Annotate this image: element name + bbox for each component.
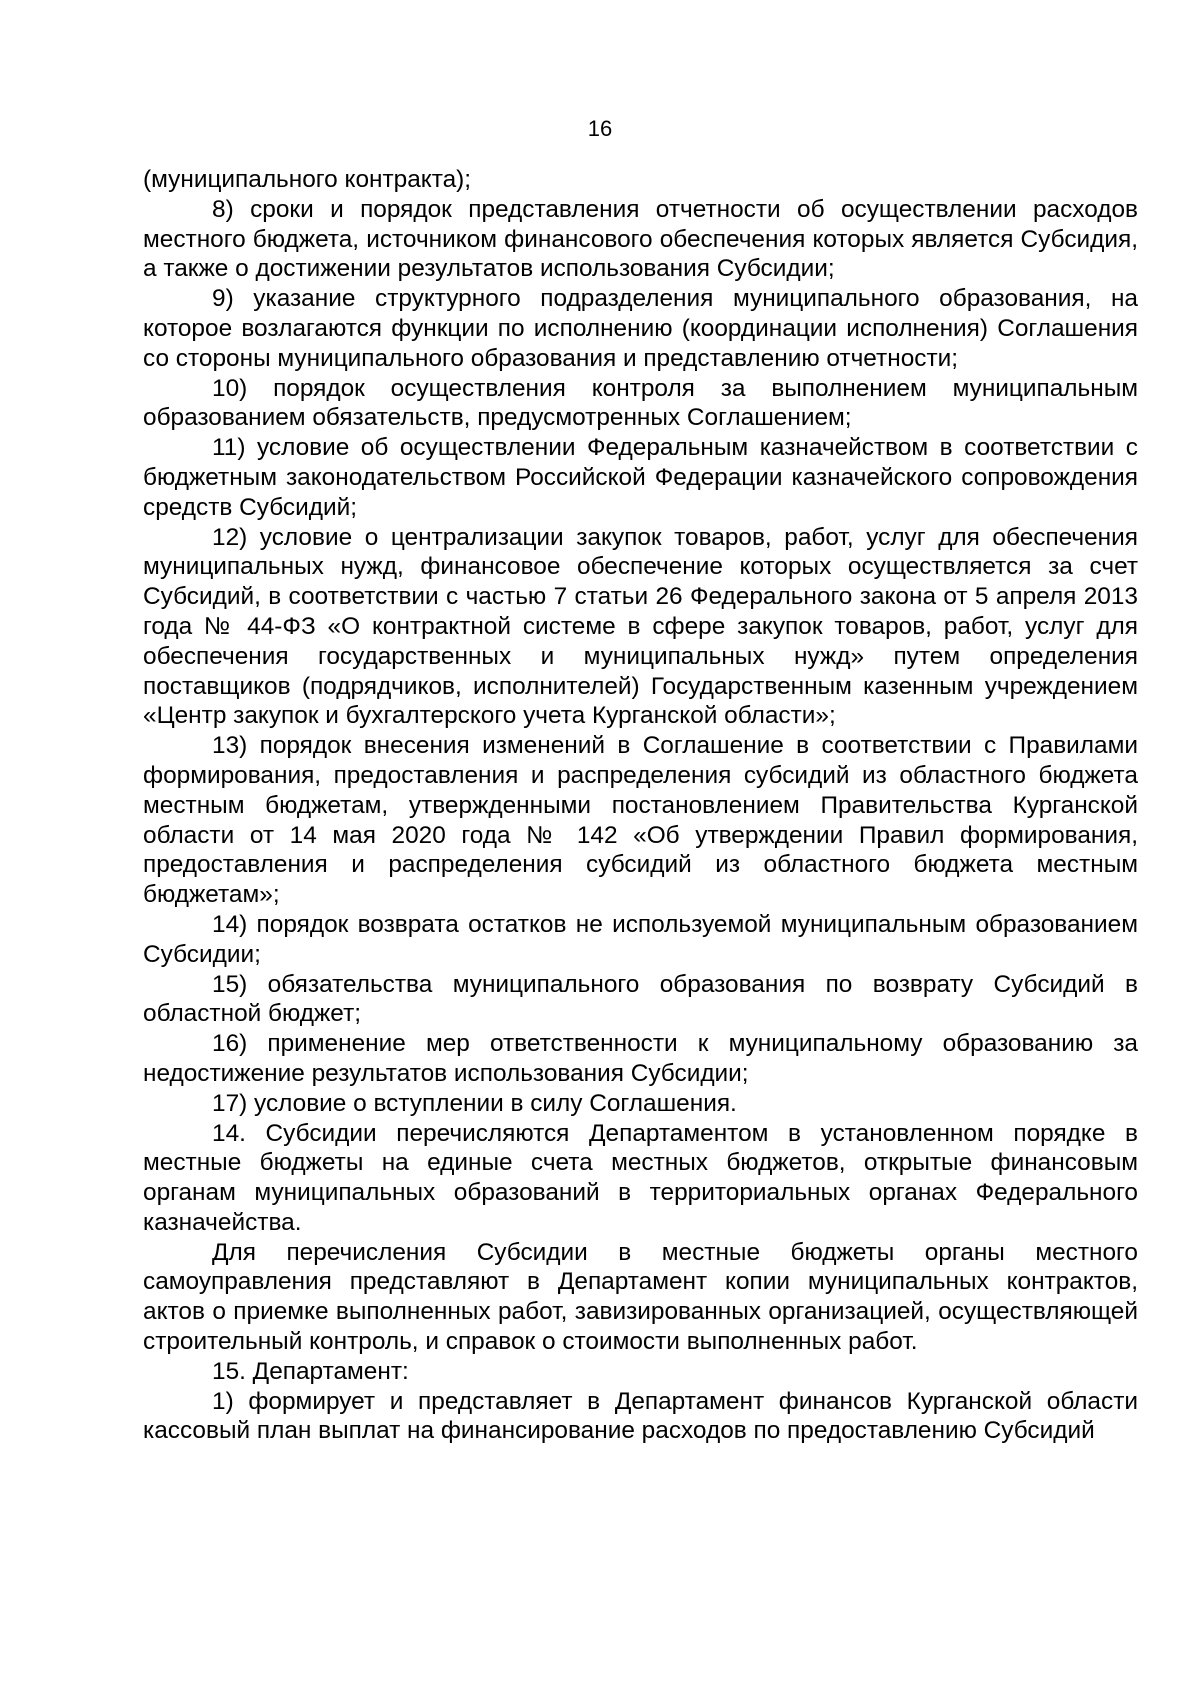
paragraph: 1) формирует и представляет в Департамент финансов Курганской области кассовый план выплат на финансирование расходов по предоставлению Субсидий [143,1387,1138,1445]
paragraph: (муниципального контракта); [143,166,472,193]
paragraph: 16) применение мер ответственности к муниципальному образованию за недостижение результатов использования Субсидии; [143,1030,1138,1087]
page-number: 16 [587,116,613,141]
paragraph: 9) указание структурного подразделения муниципального образования, на которое возлагаются функции по исполнению (координации исполнения) Соглашения со стороны муниципального образования и представлению отчетности; [143,285,1138,372]
paragraph: 14) порядок возврата остатков не используемой муниципальным образованием Субсидии; [143,910,1138,968]
paragraph: Для перечисления Субсидии в местные бюджеты органы местного самоуправления представляют в Департамент копии муниципальных контрактов, актов о приемке выполненных работ, завизированных организацией, осуществляющей строительный контроль, и справок о стоимости выполненных работ. [143,1238,1138,1356]
paragraph: 15. Департамент: [212,1357,409,1385]
paragraph: 10) порядок осуществления контроля за выполнением муниципальным образованием обязательств, предусмотренных Соглашением; [143,374,1138,432]
paragraph: 12) условие о централизации закупок товаров, работ, услуг для обеспечения муниципальных нужд, финансовое обеспечение которых осуществляется за счет Субсидий, в соответствии с частью 7 статьи 26 Федерального закона от 5 апреля 2013 года № 44-ФЗ «О контрактной системе в сфере закупок товаров, работ, услуг для обеспечения государственных и муниципальных нужд» путем определения поставщиков (подрядчиков, исполнителей) Государственным казенным учреждением «Центр закупок и бухгалтерского учета Курганской области»; [143,523,1138,730]
paragraph: 14. Субсидии перечисляются Департаментом в установленном порядке в местные бюджеты на единые счета местных бюджетов, открытые финансовым органам муниципальных образований в территориальных органах Федерального казначейства. [143,1119,1138,1236]
paragraph: 15) обязательства муниципального образования по возврату Субсидий в областной бюджет; [143,970,1138,1028]
paragraph: 13) порядок внесения изменений в Соглашение в соответствии с Правилами формирования, предоставления и распределения субсидий из областного бюджета местным бюджетам, утвержденными постановлением Правительства Курганской области от 14 мая 2020 года № 142 «Об утверждении Правил формирования, предоставления и распределения субсидий из областного бюджета местным бюджетам»; [143,732,1138,909]
paragraph: 8) сроки и порядок представления отчетности об осуществлении расходов местного бюджета, источником финансового обеспечения которых является Субсидия, а также о достижении результатов использования Субсидии; [143,195,1138,283]
paragraph: 11) условие об осуществлении Федеральным казначейством в соответствии с бюджетным законодательством Российской Федерации казначейского сопровождения средств Субсидий; [143,434,1138,521]
paragraph: 17) условие о вступлении в силу Соглашения. [212,1089,737,1117]
document-body [143,165,1138,1446]
